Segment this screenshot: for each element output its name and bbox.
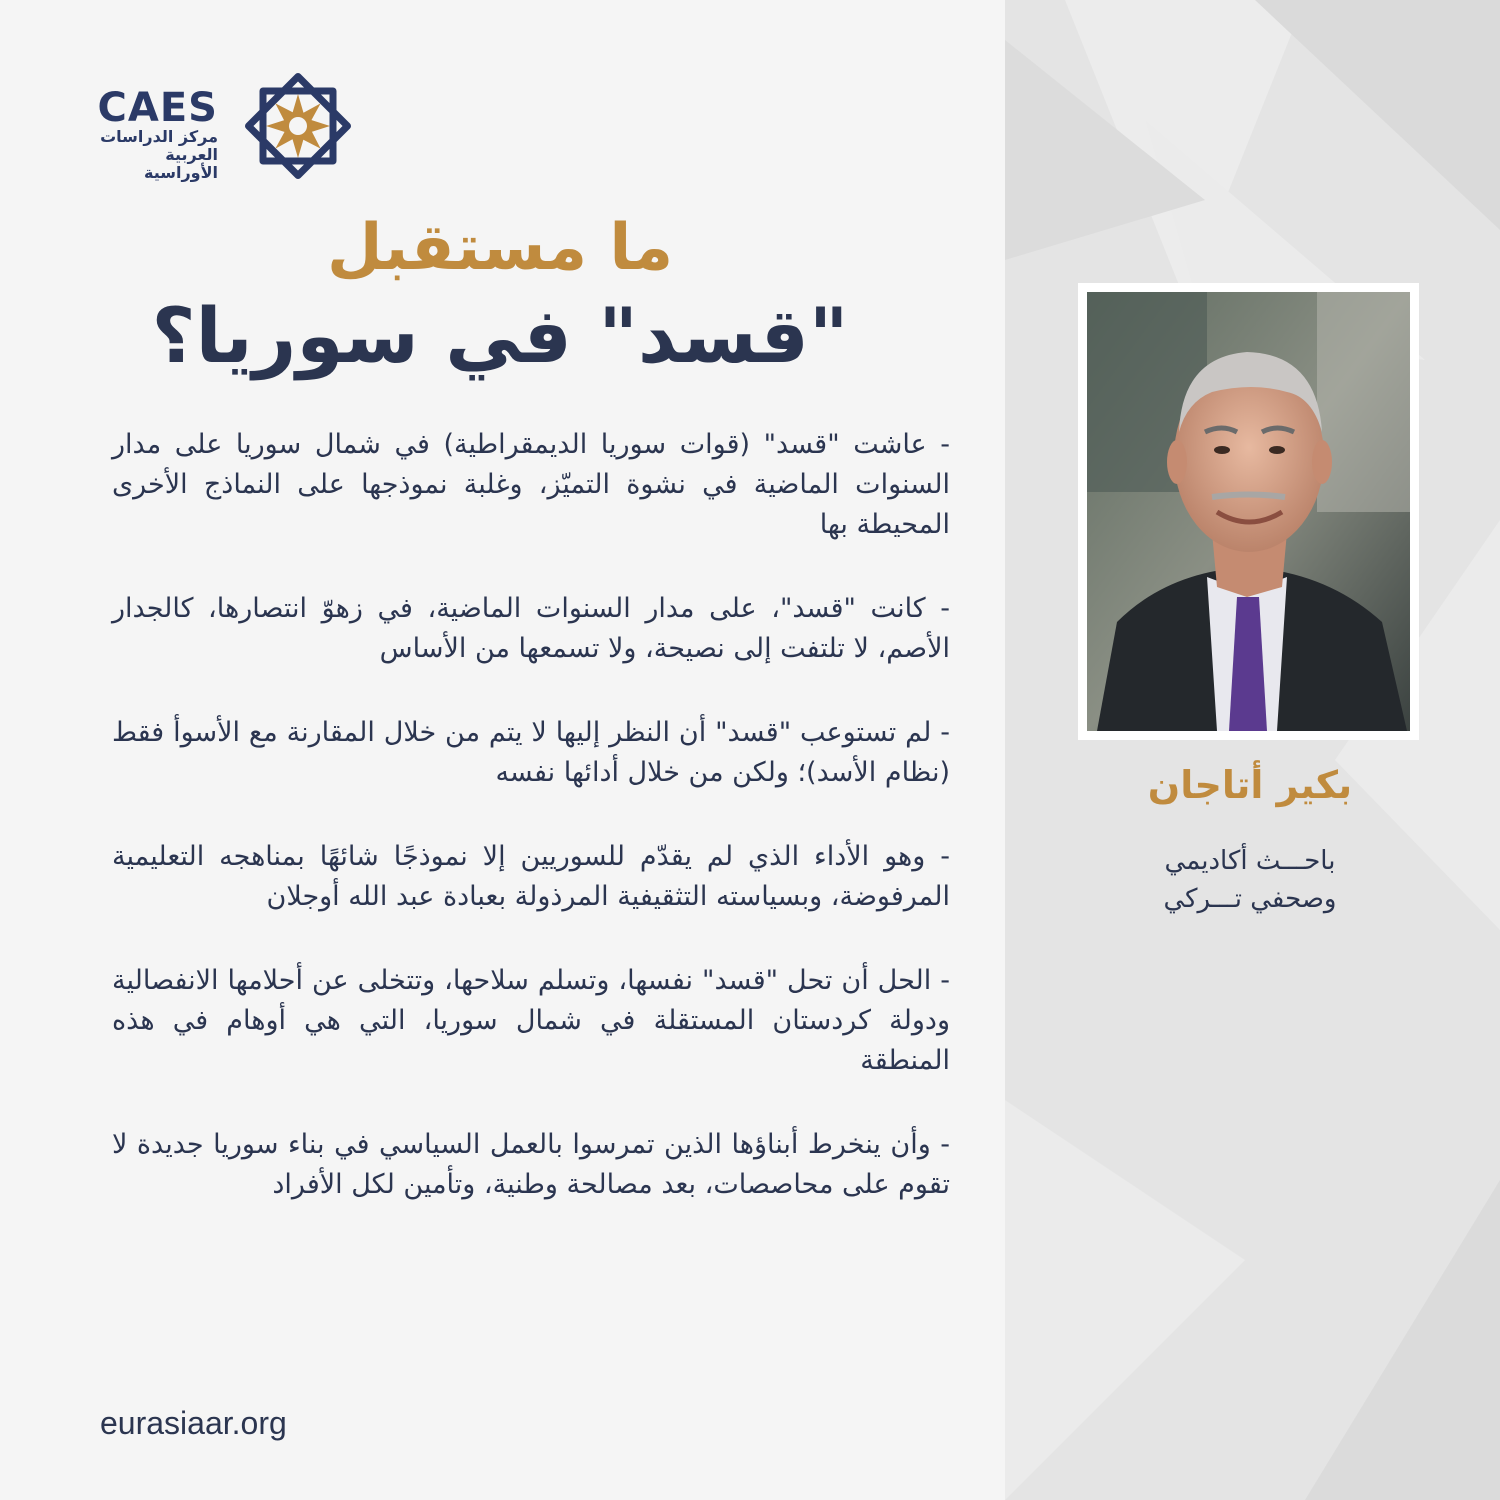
author-panel: [1005, 0, 1500, 1500]
point-4: - وهو الأداء الذي لم يقدّم للسوريين إلا نموذجًا شائهًا بمناهجه التعليمية المرفوضة، وبسياسته التثقيفية المرذولة بعبادة عبد الله أوجلان: [112, 841, 950, 912]
title-line-1: ما مستقبل: [326, 211, 674, 285]
logo-line-1: مركز الدراسات: [100, 127, 218, 146]
caes-logo: [88, 66, 358, 191]
decorative-pattern: [1005, 0, 1500, 1500]
point-1: - عاشت "قسد" (قوات سوريا الديمقراطية) في شمال سوريا على مدار السنوات الماضية في نشوة التميّز، وغلبة نموذجها على النماذج الأخرى المحيطة بها: [112, 429, 950, 540]
point-5: - الحل أن تحل "قسد" نفسها، وتسلم سلاحها، وتتخلى عن أحلامها الانفصالية ودولة كردستان المستقلة في شمال سوريا، التي هي أوهام في هذه المنطقة: [112, 965, 950, 1076]
author-photo: [1087, 292, 1410, 731]
author-role-line-2: وصحفي تـــركي: [1163, 884, 1337, 914]
logo-line-2: العربية الأوراسية: [143, 145, 218, 182]
author-role-line-1: باحـــث أكاديمي: [1164, 846, 1336, 876]
point-2: - كانت "قسد"، على مدار السنوات الماضية، في زهوّ انتصارها، كالجدار الأصم، لا تلتفت إلى نصيحة، ولا تسمعها من الأساس: [112, 593, 950, 664]
author-name: بكير أتاجان: [1147, 763, 1353, 807]
website-link[interactable]: eurasiaar.org: [100, 1405, 287, 1441]
title-line-2: "قسد" في سوريا؟: [151, 291, 849, 380]
point-3: - لم تستوعب "قسد" أن النظر إليها لا يتم من خلال المقارنة مع الأسوأ فقط (نظام الأسد)؛ ولكن من خلال أدائها نفسه: [112, 717, 950, 788]
point-6: - وأن ينخرط أبناؤها الذين تمرسوا بالعمل السياسي في بناء سوريا جديدة لا تقوم على محاصصات، بعد مصالحة وطنية، وتأمين لكل الأفراد: [112, 1129, 950, 1200]
logo-abbreviation: CAES: [97, 85, 218, 131]
star-emblem-icon: [238, 66, 358, 186]
article-points: [112, 425, 950, 1249]
logo-text: [88, 85, 218, 182]
author-photo-frame: [1078, 283, 1419, 740]
